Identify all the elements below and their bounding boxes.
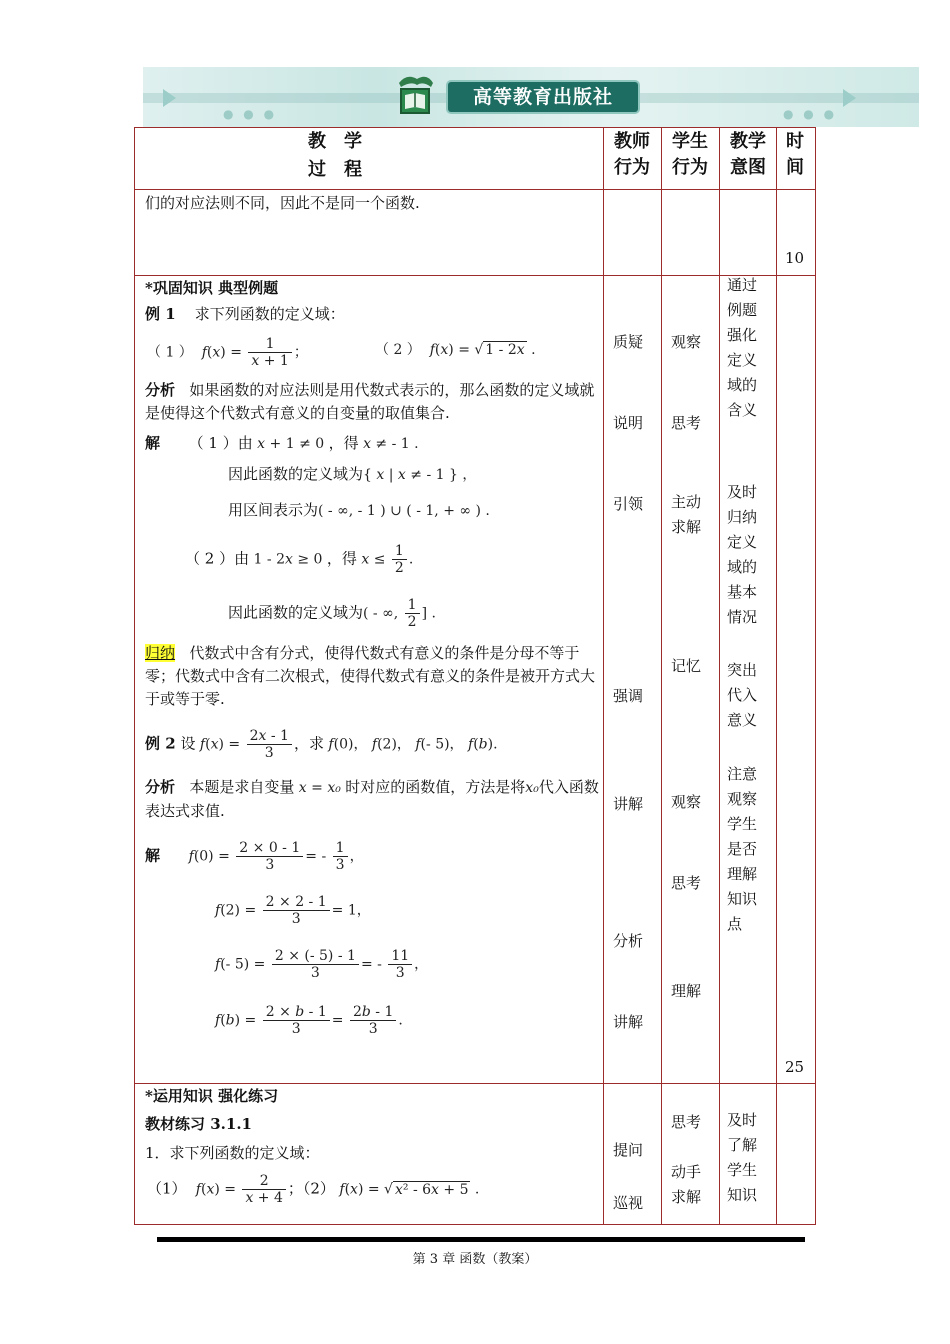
teaching-intent: 注意观察学生是否理解知识点	[727, 765, 758, 933]
teaching-intent: 及时了解学生知识	[727, 1111, 758, 1204]
analysis-label: 分析	[145, 381, 176, 399]
publisher-name: 高等教育出版社	[472, 86, 613, 108]
ex2-b: ，求	[293, 734, 324, 753]
solution-1b: 因此函数的定义域为{ x | x ≠ - 1 } ，	[228, 465, 477, 483]
q1-formula: f	[197, 344, 207, 361]
exercise-fraction: $\frac{2}{x + 4}$	[242, 1173, 285, 1206]
column-divider	[661, 128, 662, 1224]
ex2-fraction: $\frac{2x - 1}{3}$	[247, 728, 292, 761]
column-divider	[719, 128, 720, 1224]
row1-time: 10	[785, 249, 805, 267]
example1-line	[145, 305, 345, 323]
student-action: 思考	[671, 414, 702, 432]
sol2-a: （ 2 ）由	[185, 549, 250, 568]
student-action: 主动求解	[671, 493, 702, 536]
row3-heading: *运用知识 强化练习	[145, 1087, 279, 1105]
student-action: 思考	[671, 1113, 702, 1131]
teaching-intent: 及时归纳定义域的基本情况	[727, 483, 758, 626]
example1-text: 求下列函数的定义域：	[194, 305, 345, 323]
solve2-label: 解	[145, 846, 161, 865]
solution-ex2-3: f(- 5) = $\frac{2 \times (- 5) - 1}{3}$ = - $\frac{11}{3}$ ，	[215, 948, 429, 981]
analysis-1	[145, 379, 600, 425]
row-divider	[135, 1083, 815, 1084]
solution-ex2-2: f(2) = $\frac{2 \times 2 - 1}{3}$ = 1，	[215, 894, 371, 927]
analysis2-label: 分析	[145, 778, 176, 796]
teacher-action: 讲解	[613, 1013, 644, 1031]
exercise-question: 1．求下列函数的定义域：	[145, 1144, 320, 1162]
header-intent: 教学意图	[730, 131, 766, 178]
example1-q1: （ 1 ） f(x) = $\frac{1}{x + 1}$ ；	[147, 336, 308, 369]
solution-ex2-4: f(b) = $\frac{2 \times b - 1}{3}$ = $\frac{2b - 1}{3}$ .	[215, 1004, 403, 1037]
student-action: 记忆	[671, 657, 702, 675]
q1-fraction: $\frac{1}{x + 1}$	[248, 336, 291, 369]
footer-rule	[157, 1237, 805, 1242]
student-action: 观察	[671, 333, 702, 351]
example1-q2: （ 2 ） f(x) = √ 1 - 2x .	[375, 342, 536, 358]
column-divider	[603, 128, 604, 1224]
exercise-part2-label: ；（2）	[287, 1179, 335, 1198]
teaching-intent: 突出代入意义	[727, 661, 758, 729]
sol2-b: ，得	[326, 549, 357, 568]
solution-1c: 用区间表示为( - ∞, - 1 ) ∪ ( - 1, + ∞ ) .	[228, 501, 490, 519]
column-divider	[776, 128, 777, 1224]
q2-formula: f	[425, 342, 435, 358]
teaching-intent: 通过例题强化定义域的含义	[727, 276, 758, 419]
summary	[145, 642, 600, 711]
ex2-a: 设	[180, 734, 196, 753]
student-action: 动手求解	[671, 1163, 702, 1206]
example2-line: 例 2 设 f(x) = $\frac{2x - 1}{3}$ ，求 f(0)， f(2)， f(- 5)， f(b).	[145, 728, 498, 761]
teacher-action: 说明	[613, 414, 644, 432]
publisher-banner	[143, 67, 919, 127]
banner-dots-icon: ● ● ●	[223, 107, 278, 121]
teacher-action: 分析	[613, 932, 644, 950]
analysis2-c: 代入函数表达式求值.	[145, 778, 599, 820]
summary-label: 归纳	[145, 644, 176, 662]
banner-dots-icon: ● ● ●	[783, 107, 838, 121]
example2-label: 例 2	[145, 734, 176, 753]
teacher-action: 质疑	[613, 333, 644, 351]
row1-text: 们的对应法则不同，因此不是同一个函数.	[145, 194, 420, 212]
q1-label: （ 1 ）	[147, 344, 193, 361]
header-time: 时间	[786, 131, 804, 178]
page-footer: 第 3 章 函数（教案）	[412, 1252, 538, 1267]
banner-arrow-icon	[843, 89, 856, 107]
sol1-c: 因此函数的定义域为	[228, 465, 364, 483]
analysis2-a: 本题是求自变量	[189, 778, 295, 796]
sol1-b: ，得	[328, 434, 359, 452]
analysis-2: 分析 本题是求自变量 x = x₀ 时对应的函数值，方法是将x₀代入函数表达式求值.	[145, 778, 599, 820]
teacher-action: 讲解	[613, 795, 644, 813]
summary-text: 代数式中含有分式，使得代数式有意义的条件是分母不等于零；代数式中含有二次根式，使得代数式有意义的条件是被开方式大于或等于零.	[145, 644, 596, 708]
student-action: 理解	[671, 982, 702, 1000]
header-process-2: 过 程	[308, 159, 362, 180]
solution-ex2-1: 解 f(0) = $\frac{2 \times 0 - 1}{3}$ = - $\frac{1}{3}$ ，	[145, 840, 364, 873]
banner-arrow-icon	[163, 89, 176, 107]
row-divider	[135, 275, 815, 276]
solution-1a: 解 （ 1 ）由 x + 1 ≠ 0 ，得 x ≠ - 1 .	[145, 434, 419, 452]
q2-label: （ 2 ）	[375, 342, 421, 358]
solve-label: 解	[145, 434, 161, 452]
header-process-1: 教 学	[308, 131, 362, 152]
row2-time: 25	[785, 1058, 805, 1076]
teacher-action: 引领	[613, 495, 644, 513]
teacher-action: 提问	[613, 1141, 644, 1159]
sol1-d: 用区间表示为	[228, 501, 319, 519]
exercise-part1-label: （1）	[147, 1179, 187, 1198]
exercise-parts: （1） f(x) = $\frac{2}{x + 4}$ ；（2） f(x) = √ x² - 6x + 5 .	[147, 1173, 480, 1206]
solution-2a: （ 2 ）由 1 - 2x ≥ 0 ，得 x ≤ $\frac{1}{2}$ .	[185, 543, 414, 576]
half-fraction: $\frac{1}{2}$	[392, 543, 407, 576]
teacher-action: 巡视	[613, 1194, 644, 1212]
row2-heading: *巩固知识 典型例题	[145, 279, 279, 297]
analysis-text: 如果函数的对应法则是用代数式表示的，那么函数的定义域就是使得这个代数式有意义的自变量的取值集合.	[145, 381, 595, 422]
header-student: 学生行为	[672, 131, 708, 178]
publisher-logo-icon	[393, 73, 437, 119]
header-teacher: 教师行为	[614, 131, 650, 178]
sol1-a: （ 1 ）由	[188, 434, 253, 452]
student-action: 思考	[671, 874, 702, 892]
analysis2-b: 时对应的函数值，方法是将	[345, 778, 526, 796]
lesson-table	[134, 127, 816, 1225]
solution-2b: 因此函数的定义域为( - ∞, $\frac{1}{2}$ ] .	[228, 597, 436, 630]
row-divider	[135, 189, 815, 190]
example1-label: 例 1	[145, 305, 176, 323]
half-fraction: $\frac{1}{2}$	[405, 597, 420, 630]
teacher-action: 强调	[613, 687, 644, 705]
student-action: 观察	[671, 793, 702, 811]
sol2-c: 因此函数的定义域为	[228, 603, 364, 622]
row3-subheading: 教材练习 3.1.1	[145, 1115, 252, 1133]
